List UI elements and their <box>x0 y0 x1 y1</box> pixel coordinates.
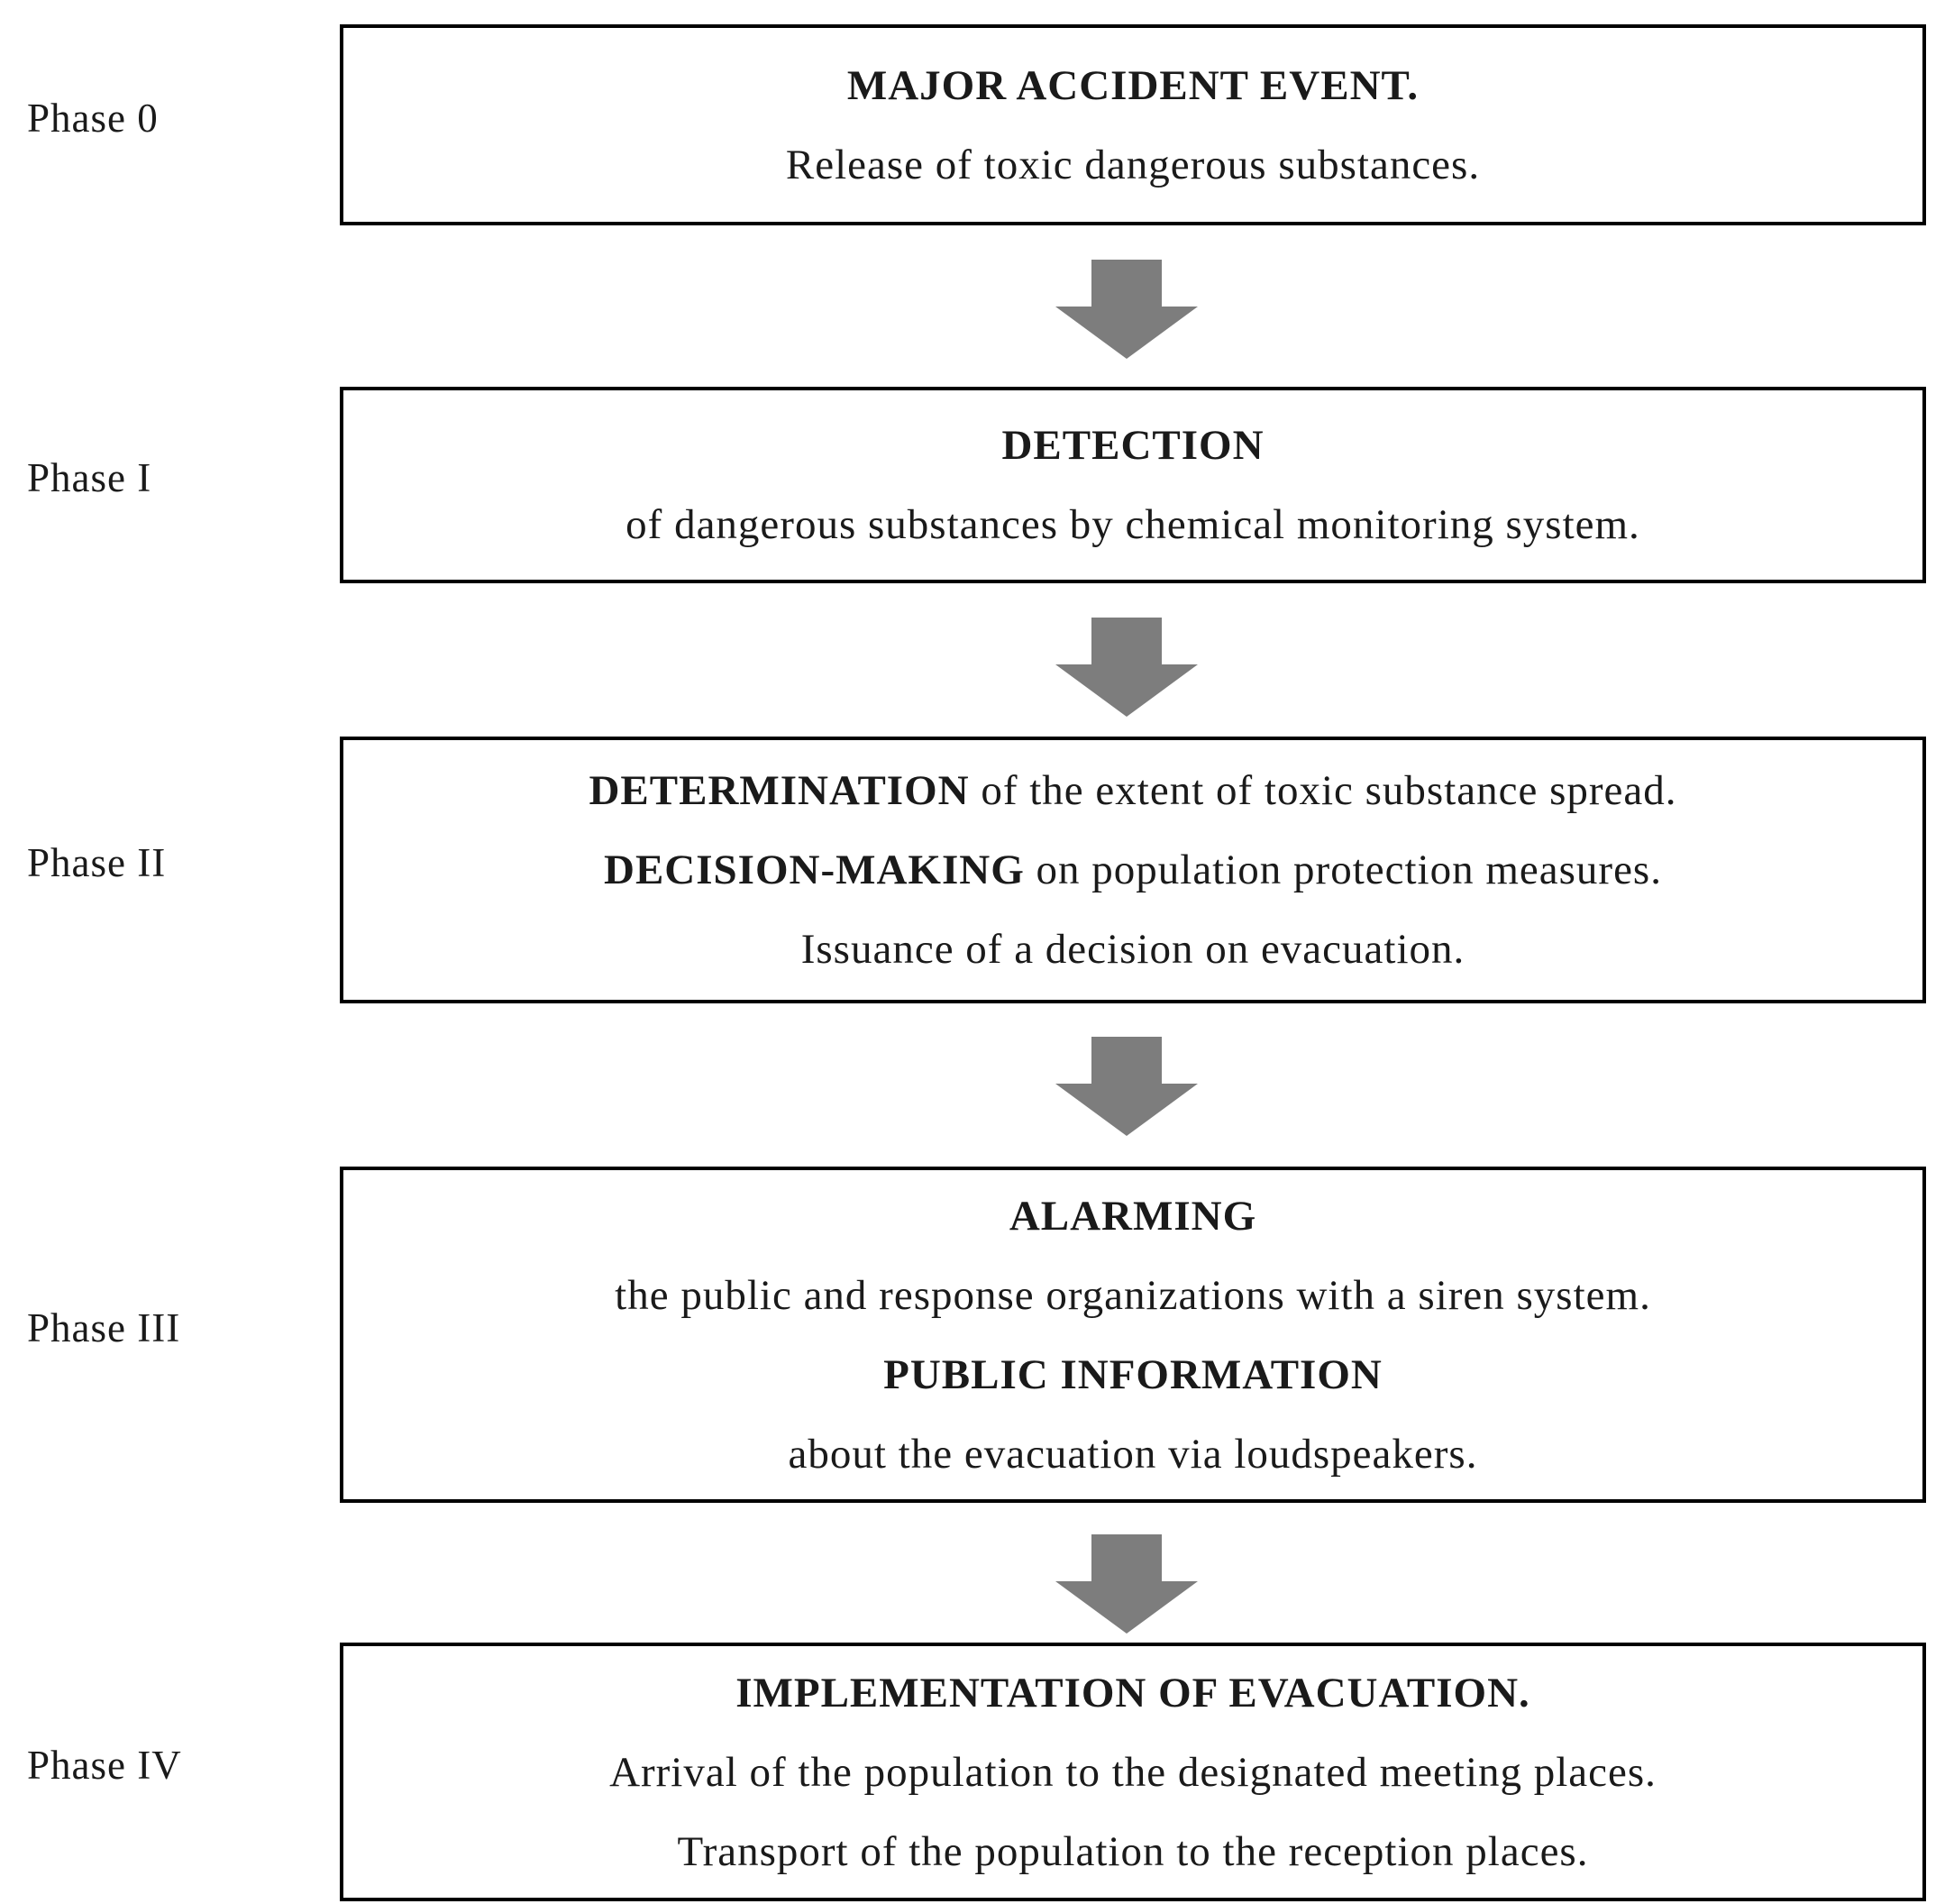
down-arrow-icon <box>1055 1534 1198 1634</box>
flow-box-major-accident <box>340 24 1926 225</box>
box-line: PUBLIC INFORMATION <box>883 1350 1383 1398</box>
box-line: DETECTION <box>1001 422 1265 469</box>
box-line: the public and response organizations with a siren system. <box>615 1271 1651 1319</box>
phase-label-0: Phase 0 <box>27 95 159 141</box>
box-line: Arrival of the population to the designated meeting places. <box>609 1748 1657 1796</box>
phase-label-4: Phase IV <box>27 1742 182 1788</box>
flow-box-determination-decision <box>340 737 1926 1003</box>
box-line: DECISION-MAKING on population protection measures. <box>604 847 1662 893</box>
phase-label-2: Phase II <box>27 840 167 885</box>
box-line: about the evacuation via loudspeakers. <box>788 1430 1478 1478</box>
box-line: Release of toxic dangerous substances. <box>785 141 1481 188</box>
down-arrow-icon <box>1055 1037 1198 1136</box>
box-line: MAJOR ACCIDENT EVENT. <box>846 61 1420 109</box>
box-line: Issuance of a decision on evacuation. <box>800 926 1466 973</box>
box-line: of dangerous substances by chemical monitoring system. <box>625 501 1640 548</box>
flow-box-detection <box>340 387 1926 583</box>
box-line: DETERMINATION of the extent of toxic substance spread. <box>589 767 1677 814</box>
flow-box-implementation-evacuation <box>340 1643 1926 1901</box>
box-line: IMPLEMENTATION OF EVACUATION. <box>735 1669 1530 1716</box>
box-line: ALARMING <box>1009 1192 1257 1240</box>
phase-label-1: Phase I <box>27 455 152 500</box>
phase-label-3: Phase III <box>27 1304 181 1350</box>
flow-box-alarming-public-information <box>340 1167 1926 1503</box>
down-arrow-icon <box>1055 618 1198 717</box>
box-line: Transport of the population to the reception places. <box>677 1827 1589 1875</box>
down-arrow-icon <box>1055 260 1198 359</box>
